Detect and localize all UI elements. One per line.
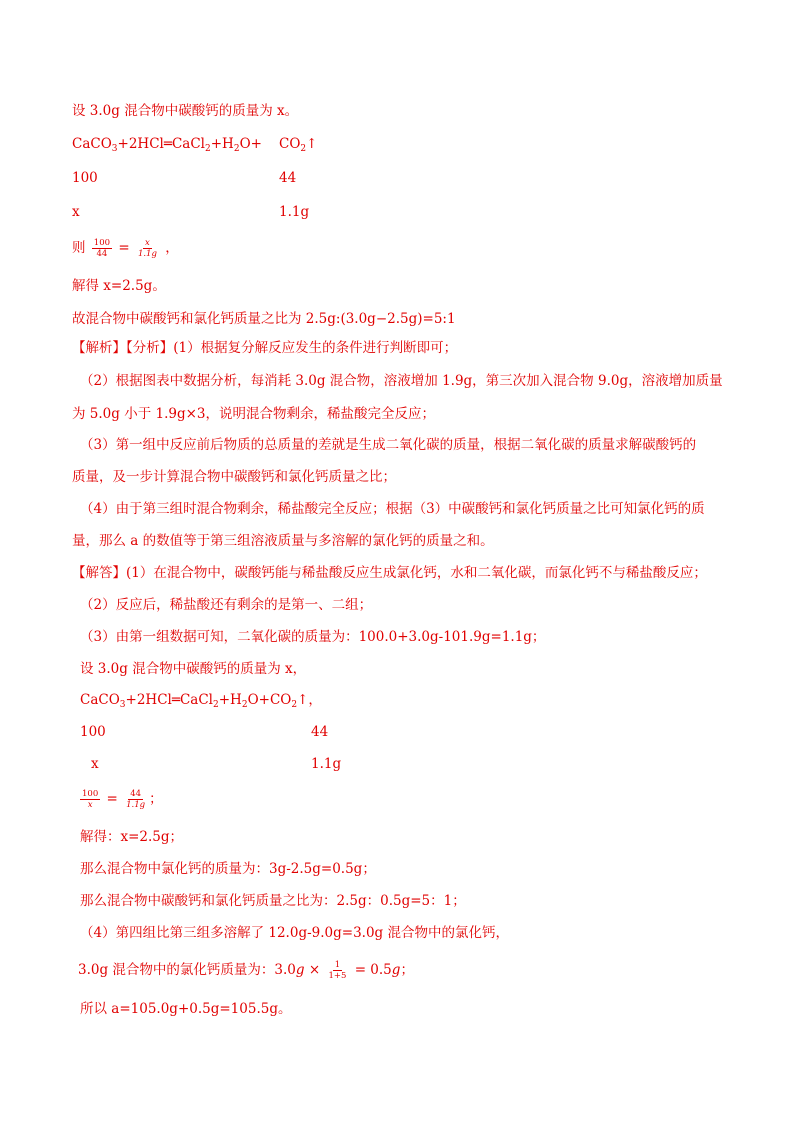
- eq1-right-sub: 2: [300, 144, 307, 154]
- equals: =: [106, 791, 118, 807]
- fraction-x-1.1g: [136, 238, 159, 259]
- row2-x-left: x: [91, 756, 99, 772]
- frac-num: 100: [82, 789, 99, 799]
- final-calc-g2: g: [391, 962, 401, 978]
- analysis-line-4: 质量，及一步计算混合物中碳酸钙和氯化钙质量之比；: [72, 469, 396, 485]
- analysis-line-6: 量，那么 a 的数值等于第三组溶液质量与多溶解的氯化钙的质量之和。: [72, 533, 494, 549]
- final-answer: 所以 a=105.0g+0.5g=105.5g。: [80, 1001, 292, 1017]
- ratio-result: 故混合物中碳酸钙和氯化钙质量之比为 2.5g:(3.0g−2.5g)=5:1: [72, 311, 456, 327]
- fraction-44-1.1g: [124, 789, 147, 810]
- answer-line-3: 设 3.0g 混合物中碳酸钙的质量为 x，: [80, 661, 307, 677]
- final-calc-times: ×: [304, 962, 325, 978]
- analysis-line-1: （2）根据图表中数据分析，每消耗 3.0g 混合物，溶液增加 1.9g，第三次加入混合物 9.0g，溶液增加质量: [80, 373, 723, 389]
- fraction-100-44: [92, 238, 112, 259]
- eq1-right-a: CO: [279, 136, 301, 152]
- final-calc-prefix: 3.0g 混合物中的氯化钙质量为：: [78, 962, 275, 978]
- row2-x-right: 1.1g: [311, 756, 342, 772]
- final-calc-g1: g: [295, 962, 305, 978]
- eq2-sub3: 2: [241, 700, 248, 710]
- analysis-line-0: 【解析】【分析】(1）根据复分解反应发生的条件进行判断即可；: [72, 340, 458, 356]
- eq1-left-c: +H: [210, 136, 234, 152]
- solve2-line-3: （4）第四组比第三组多溶解了 12.0g-9.0g=3.0g 混合物中的氯化钙，: [80, 925, 509, 941]
- row2-100-left: 100: [80, 724, 106, 740]
- row2-100-right: 44: [311, 724, 329, 740]
- row-x-left: x: [72, 204, 80, 220]
- frac-num: 44: [130, 789, 142, 799]
- frac-den: 44: [96, 249, 108, 259]
- eq2-sub2: 2: [213, 700, 219, 710]
- frac-den: 1+5: [328, 971, 347, 981]
- eq1-left-d: O+: [239, 136, 262, 152]
- final-calc-a: 3.0: [274, 962, 296, 978]
- eq2-sub1: 3: [119, 700, 126, 710]
- solve-1: 解得 x=2.5g。: [72, 278, 166, 294]
- line-intro: 设 3.0g 混合物中碳酸钙的质量为 x。: [72, 103, 299, 119]
- row-x-right: 1.1g: [279, 204, 310, 220]
- answer-line-1: （2）反应后，稀盐酸还有剩余的是第一、二组；: [80, 597, 373, 613]
- fraction-100-x: [80, 789, 100, 810]
- final-calc: [78, 960, 414, 981]
- ratio1-prefix: 则: [72, 240, 86, 256]
- frac-num: 1: [334, 960, 341, 970]
- eq1-left-a: CaCO: [72, 136, 112, 152]
- analysis-line-5: （4）由于第三组时混合物剩余，稀盐酸完全反应；根据（3）中碳酸钙和氯化钙质量之比可知氯化钙的质: [80, 501, 705, 517]
- eq1-left-sub1: 3: [111, 144, 118, 154]
- answer-line-0: 【解答】(1）在混合物中，碳酸钙能与稀盐酸反应生成氯化钙，水和二氧化碳，而氯化钙不与稀盐酸反应；: [72, 565, 707, 581]
- fraction-1-over-1plus5: [326, 960, 348, 981]
- final-calc-eq: = 0.5: [350, 962, 392, 978]
- equation-1-right: [279, 134, 317, 159]
- eq1-left-b: +2HCl═CaCl: [117, 136, 205, 152]
- final-calc-suffix: ；: [400, 962, 414, 978]
- equation-2: [80, 690, 322, 715]
- frac-num: x: [145, 238, 150, 248]
- ratio1-suffix: ，: [165, 240, 179, 256]
- solve2-line-2: 那么混合物中碳酸钙和氯化钙质量之比为：2.5g：0.5g=5：1；: [80, 893, 466, 909]
- eq1-left-sub2: 2: [205, 144, 211, 154]
- eq2-d: O+CO: [247, 692, 292, 708]
- row-100-left: 100: [72, 170, 98, 186]
- ratio-1: [72, 238, 179, 259]
- eq1-left-sub3: 2: [233, 144, 240, 154]
- solve2-line-0: 解得：x=2.5g；: [80, 829, 184, 845]
- eq2-b: +2HCl═CaCl: [125, 692, 213, 708]
- frac-den: 1.1g: [137, 249, 157, 259]
- eq2-sub4: 2: [291, 700, 298, 710]
- frac-den: x: [87, 800, 93, 810]
- frac-num: 100: [93, 238, 111, 248]
- ratio-2: [78, 789, 163, 810]
- ratio2-suffix: ；: [149, 791, 163, 807]
- answer-line-2: （3）由第一组数据可知，二氧化碳的质量为：100.0+3.0g-101.9g=1.1g；: [80, 629, 546, 645]
- analysis-line-2: 为 5.0g 小于 1.9g×3，说明混合物剩余，稀盐酸完全反应；: [72, 406, 435, 422]
- eq2-a: CaCO: [80, 692, 120, 708]
- equals: =: [118, 240, 130, 256]
- frac-den: 1.1g: [126, 800, 146, 810]
- eq2-e: ↑，: [297, 692, 322, 708]
- eq1-right-b: ↑: [306, 136, 318, 152]
- equation-1: [72, 134, 262, 159]
- row-100-right: 44: [279, 170, 297, 186]
- analysis-line-3: （3）第一组中反应前后物质的总质量的差就是生成二氧化碳的质量，根据二氧化碳的质量求解碳酸钙的: [80, 437, 697, 453]
- eq2-c: +H: [218, 692, 242, 708]
- solve2-line-1: 那么混合物中氯化钙的质量为：3g-2.5g=0.5g；: [80, 861, 376, 877]
